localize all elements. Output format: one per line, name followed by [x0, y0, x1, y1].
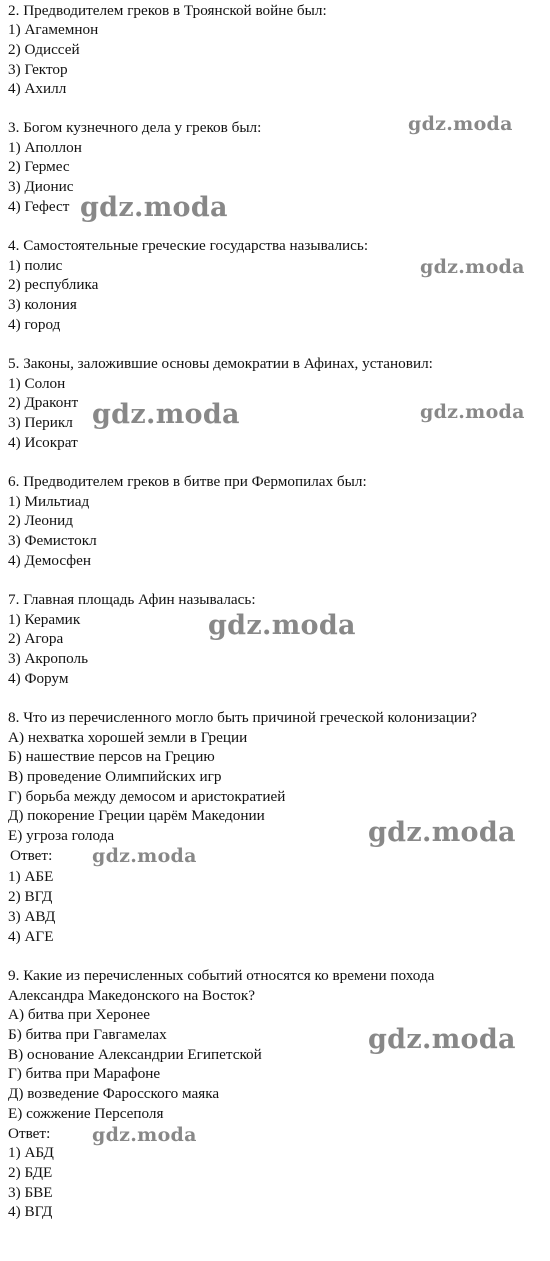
q9-option-2: 2) БДЕ: [8, 1164, 53, 1181]
q8-item-b: Б) нашествие персов на Грецию: [8, 748, 215, 765]
q8-option-1: 1) АБЕ: [8, 868, 54, 885]
watermark: gdz.moda: [420, 401, 525, 423]
watermark: gdz.moda: [80, 192, 228, 223]
q5-option-2: 2) Драконт: [8, 394, 79, 411]
q8-item-a: А) нехватка хорошей земли в Греции: [8, 729, 248, 746]
q2-option-1: 1) Агамемнон: [8, 21, 99, 38]
question-8-text: 8. Что из перечисленного могло быть причиной греческой колонизации?: [8, 709, 477, 726]
q2-option-3: 3) Гектор: [8, 61, 68, 78]
q8-option-3: 3) АВД: [8, 908, 56, 925]
question-3-text: 3. Богом кузнечного дела у греков был:: [8, 119, 262, 136]
q8-option-2: 2) ВГД: [8, 888, 53, 905]
q5-option-3: 3) Перикл: [8, 414, 73, 431]
question-2-text: 2. Предводителем греков в Троянской войне был:: [8, 2, 327, 19]
q3-option-2: 2) Гермес: [8, 158, 70, 175]
q5-option-1: 1) Солон: [8, 375, 66, 392]
q6-option-2: 2) Леонид: [8, 512, 73, 529]
question-9-text-cont: Александра Македонского на Восток?: [8, 987, 256, 1004]
q9-item-a: А) битва при Херонее: [8, 1006, 150, 1023]
q9-option-1: 1) АБД: [8, 1144, 54, 1161]
q9-item-f: Е) сожжение Персеполя: [8, 1105, 164, 1122]
q9-item-c: В) основание Александрии Египетской: [8, 1046, 262, 1063]
q2-option-4: 4) Ахилл: [8, 80, 67, 97]
q7-option-4: 4) Форум: [8, 670, 69, 687]
question-4-text: 4. Самостоятельные греческие государства назывались:: [8, 237, 369, 254]
q7-option-2: 2) Агора: [8, 630, 64, 647]
q8-item-c: В) проведение Олимпийских игр: [8, 768, 222, 785]
question-5-text: 5. Законы, заложившие основы демократии в Афинах, установил:: [8, 355, 433, 372]
q7-option-3: 3) Акрополь: [8, 650, 89, 667]
q4-option-4: 4) город: [8, 316, 61, 333]
q5-option-4: 4) Исократ: [8, 434, 78, 451]
q9-answer-label: Ответ:: [8, 1125, 51, 1142]
q8-item-d: Г) борьба между демосом и аристократией: [8, 788, 286, 805]
watermark: gdz.moda: [368, 1024, 516, 1055]
watermark: gdz.moda: [92, 1124, 197, 1146]
q4-option-1: 1) полис: [8, 257, 63, 274]
q3-option-3: 3) Дионис: [8, 178, 74, 195]
q9-option-3: 3) БВЕ: [8, 1184, 53, 1201]
q7-option-1: 1) Керамик: [8, 611, 81, 628]
q9-item-e: Д) возведение Фаросского маяка: [8, 1085, 220, 1102]
q4-option-3: 3) колония: [8, 296, 77, 313]
q6-option-3: 3) Фемистокл: [8, 532, 97, 549]
q2-option-2: 2) Одиссей: [8, 41, 80, 58]
watermark: gdz.moda: [92, 845, 197, 867]
watermark: gdz.moda: [208, 610, 356, 641]
q4-option-2: 2) республика: [8, 276, 99, 293]
q6-option-4: 4) Демосфен: [8, 552, 91, 569]
question-6-text: 6. Предводителем греков в битве при Фермопилах был:: [8, 473, 367, 490]
q3-option-1: 1) Аполлон: [8, 139, 82, 156]
q8-option-4: 4) АГЕ: [8, 928, 54, 945]
q8-item-f: Е) угроза голода: [8, 827, 115, 844]
q9-item-d: Г) битва при Марафоне: [8, 1065, 161, 1082]
question-9-text: 9. Какие из перечисленных событий относятся ко времени похода: [8, 967, 435, 984]
q9-item-b: Б) битва при Гавгамелах: [8, 1026, 167, 1043]
question-7-text: 7. Главная площадь Афин называлась:: [8, 591, 256, 608]
q6-option-1: 1) Мильтиад: [8, 493, 90, 510]
watermark: gdz.moda: [420, 256, 525, 278]
q8-answer-label: Ответ:: [10, 847, 53, 864]
watermark: gdz.moda: [92, 399, 240, 430]
q9-option-4: 4) ВГД: [8, 1203, 53, 1220]
q8-item-e: Д) покорение Греции царём Македонии: [8, 807, 265, 824]
watermark: gdz.moda: [368, 817, 516, 848]
watermark: gdz.moda: [408, 113, 513, 135]
q3-option-4: 4) Гефест: [8, 198, 70, 215]
